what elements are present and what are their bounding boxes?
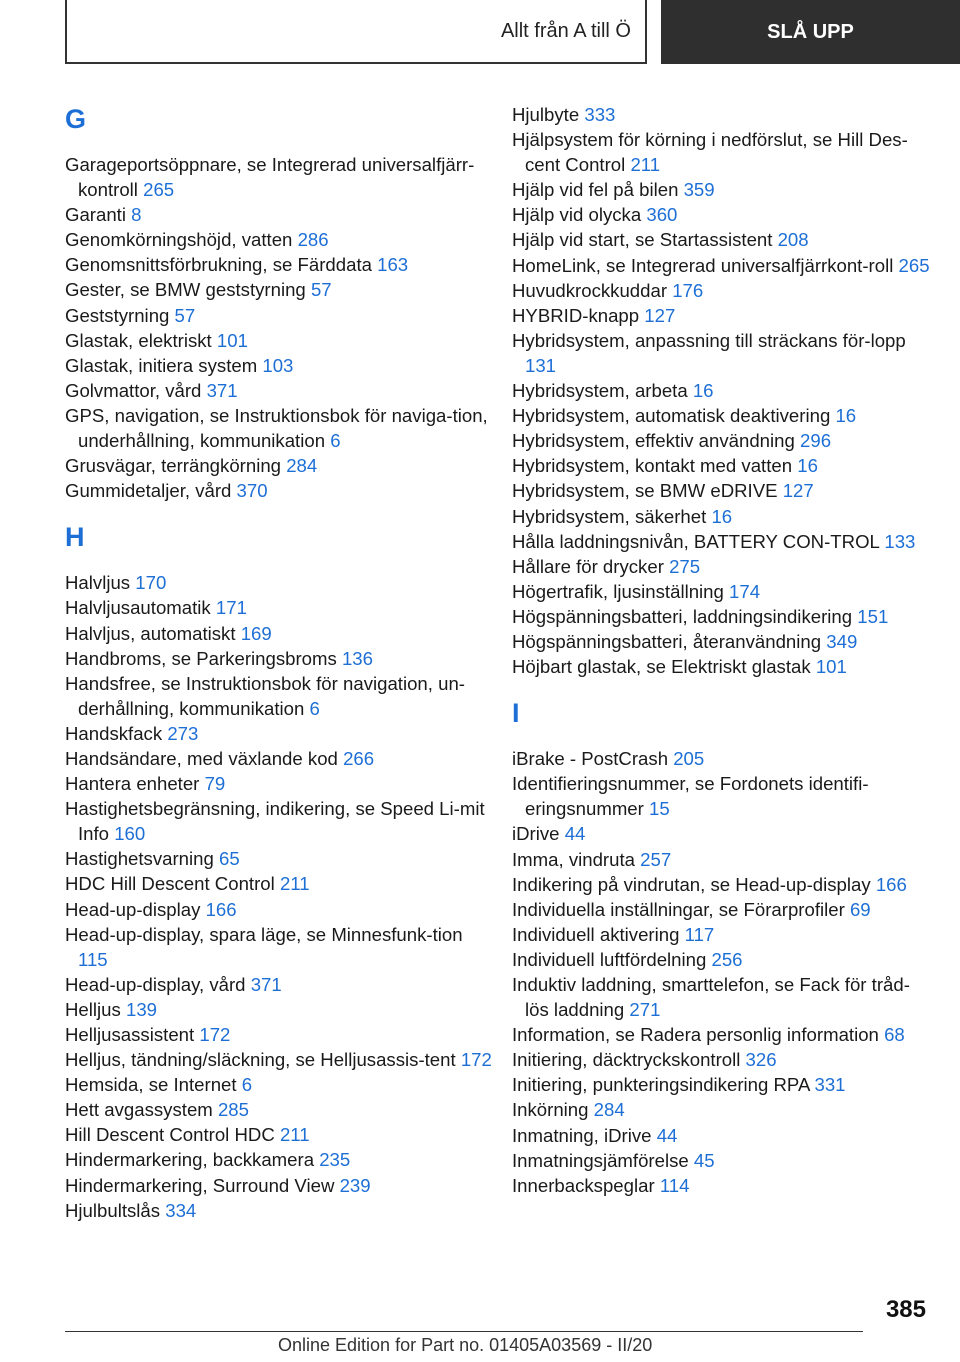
entry-text: Halvljus, automatiskt [65, 622, 236, 644]
entry-text: Golvmattor, vård [65, 379, 202, 401]
entry-text: Grusvägar, terrängkörning [65, 455, 282, 477]
index-entry [512, 378, 932, 403]
index-entry [65, 922, 495, 972]
entry-text: HYBRID-knapp [512, 304, 640, 326]
index-entry [65, 453, 495, 478]
entry-text: Individuell luftfördelning [512, 948, 707, 970]
index-entry [512, 328, 932, 378]
index-entry [65, 227, 495, 252]
entry-text: Halvljus [65, 572, 131, 594]
section-letter: I [512, 698, 520, 729]
page-link[interactable]: 57 [174, 304, 196, 326]
entry-text: Individuell aktivering [512, 923, 680, 945]
entry-text: Genomsnittsförbrukning, se Färddata [65, 254, 372, 276]
entry-text: Högertrafik, ljusinställning [512, 580, 724, 602]
index-entry [65, 202, 495, 227]
index-entry [512, 554, 932, 579]
page-link[interactable]: 16 [797, 455, 818, 477]
index-entry [65, 846, 495, 871]
entry-text: Halvljusautomatik [65, 597, 211, 619]
index-entry [65, 897, 495, 922]
index-entry [65, 721, 495, 746]
index-entry [512, 177, 932, 202]
entry-text: Högspänningsbatteri, återanvändning [512, 630, 822, 652]
index-list [65, 570, 495, 1222]
entry-text: Glastak, initiera system [65, 354, 258, 376]
entry-text: Hindermarkering, backkamera [65, 1149, 315, 1171]
index-entry [512, 1148, 932, 1173]
index-entry [512, 1072, 932, 1097]
page-link[interactable]: 101 [216, 329, 248, 351]
index-entry [65, 1072, 495, 1097]
page-link[interactable]: 166 [875, 873, 907, 895]
entry-text: Inkörning [512, 1099, 589, 1121]
index-entry [512, 253, 932, 278]
index-entry [512, 654, 932, 679]
index-entry [512, 897, 932, 922]
page-link[interactable]: 172 [199, 1024, 231, 1045]
page-link[interactable]: 57 [310, 279, 332, 301]
entry-text: Garanti [65, 204, 126, 226]
page-link[interactable]: 333 [584, 104, 616, 125]
index-entry [65, 478, 495, 503]
index-entry [512, 453, 932, 478]
page-link[interactable]: 44 [564, 823, 586, 845]
entry-text: Hjälp vid fel på bilen [512, 179, 679, 201]
index-entry [65, 303, 495, 328]
index-entry [512, 922, 932, 947]
page-link[interactable]: 115 [78, 948, 108, 970]
page-link[interactable]: 131 [525, 354, 557, 376]
index-entry [512, 746, 932, 771]
entry-text: GPS, navigation, se Instruktionsbok för naviga-tion, underhållning, kommunikation [65, 404, 488, 452]
index-entry [512, 102, 932, 127]
page-link[interactable]: 69 [849, 898, 871, 920]
page-link[interactable]: 275 [669, 555, 701, 577]
page-link[interactable]: 6 [241, 1074, 253, 1096]
entry-text: Hjulbultslås [65, 1199, 161, 1221]
entry-text: Innerbackspeglar [512, 1174, 655, 1196]
entry-text: Hjälpsystem för körning i nedförslut, se Hill Des-cent Control [512, 129, 908, 176]
index-entry [65, 1198, 495, 1223]
page-link[interactable]: 208 [777, 229, 809, 251]
entry-text: Head-up-display, vård [65, 973, 246, 995]
page-number: 385 [885, 1296, 926, 1323]
entry-text: Handbroms, se Parkeringsbroms [65, 647, 337, 669]
page-link[interactable]: 16 [835, 405, 857, 427]
index-entry [512, 504, 932, 529]
entry-text: Hjälp vid start, se Startassistent [512, 229, 773, 251]
index-entry [512, 428, 932, 453]
index-entry [65, 328, 495, 353]
page-link[interactable]: 284 [286, 455, 318, 477]
page-link[interactable]: 265 [143, 179, 175, 201]
page-link[interactable]: 334 [165, 1199, 197, 1221]
page-link[interactable]: 127 [644, 304, 676, 326]
entry-text: Hållare för drycker [512, 555, 664, 577]
page-link[interactable]: 103 [262, 354, 294, 376]
entry-text: Handsändare, med växlande kod [65, 747, 338, 769]
entry-text: Hybridsystem, effektiv användning [512, 430, 795, 452]
page-link[interactable]: 127 [782, 480, 814, 502]
entry-text: Hålla laddningsnivån, BATTERY CON-TROL [512, 530, 880, 552]
index-entry [65, 152, 495, 202]
entry-text: Huvudkrockkuddar [512, 279, 668, 301]
page-link[interactable]: 45 [693, 1149, 715, 1171]
page-link[interactable]: 284 [593, 1099, 625, 1121]
page-link[interactable]: 370 [236, 480, 268, 502]
page-link[interactable]: 8 [131, 204, 142, 226]
page-link[interactable]: 211 [630, 154, 661, 176]
page-link[interactable]: 101 [815, 656, 847, 678]
page-link[interactable]: 265 [898, 254, 930, 276]
page-link[interactable]: 273 [167, 722, 199, 744]
index-entry [65, 972, 495, 997]
entry-text: Inmatningsjämförelse [512, 1149, 689, 1171]
page-link[interactable]: 151 [857, 605, 889, 627]
page-link[interactable]: 117 [684, 923, 715, 945]
page-link[interactable]: 169 [240, 622, 272, 644]
entry-text: Head-up-display, spara läge, se Minnesfunk-tion [65, 923, 463, 945]
page-link[interactable]: 371 [250, 973, 282, 995]
index-entry [512, 771, 932, 821]
index-entry [512, 529, 932, 554]
top-navigation [65, 0, 960, 64]
entry-text: Identifieringsnummer, se Fordonets identifi-eringsnummer [512, 773, 869, 820]
index-entry [512, 972, 932, 1022]
entry-text: Glastak, elektriskt [65, 329, 212, 351]
entry-text: Initiering, däcktryckskontroll [512, 1049, 741, 1071]
page-link[interactable]: 271 [629, 999, 661, 1021]
entry-text: HomeLink, se Integrerad universalfjärrkont-roll [512, 254, 894, 276]
entry-text: Hybridsystem, kontakt med vatten [512, 455, 793, 477]
index-entry [512, 872, 932, 897]
index-entry [65, 277, 495, 302]
index-entry [512, 579, 932, 604]
index-list [512, 746, 932, 1198]
page-link[interactable]: 160 [114, 823, 146, 845]
index-entry [65, 403, 495, 453]
entry-text: Hybridsystem, arbeta [512, 380, 688, 402]
entry-text: Hjälp vid olycka [512, 204, 642, 226]
page-link[interactable]: 286 [297, 229, 329, 251]
footer-text: Online Edition for Part no. 01405A03569 - II/20 [278, 1335, 653, 1355]
page-link[interactable]: 349 [826, 630, 858, 652]
page-link[interactable]: 359 [683, 179, 715, 201]
page-link[interactable]: 136 [341, 647, 373, 669]
section-letter: H [65, 522, 85, 553]
entry-text: iBrake - PostCrash [512, 748, 669, 770]
index-entry [65, 796, 495, 846]
entry-text: Initiering, punkteringsindikering RPA [512, 1074, 810, 1096]
page-link[interactable]: 16 [692, 380, 714, 402]
index-entry [65, 1047, 495, 1072]
page-link[interactable]: 139 [125, 998, 158, 1020]
entry-text: Garageportsöppnare, se Integrerad universalfjärr-kontroll [65, 154, 475, 201]
index-entry [65, 1173, 495, 1198]
index-entry [512, 821, 932, 846]
index-entry [512, 947, 932, 972]
index-entry [512, 1123, 932, 1148]
page-link[interactable]: 15 [649, 798, 670, 820]
index-column-right [512, 102, 932, 1198]
index-entry [65, 252, 495, 277]
page-link[interactable]: 211 [279, 873, 310, 895]
entry-text: Hemsida, se Internet [65, 1074, 237, 1096]
tab-look-up[interactable]: SLÅ UPP [661, 0, 960, 64]
index-entry [65, 595, 495, 620]
index-entry [65, 997, 495, 1022]
page-link[interactable]: 16 [711, 505, 733, 527]
entry-text: Imma, vindruta [512, 848, 635, 870]
index-entry [65, 378, 495, 403]
entry-text: Hastighetsbegränsning, indikering, se Speed Li-mit Info [65, 798, 485, 845]
page-link[interactable]: 331 [814, 1074, 846, 1096]
page-link[interactable]: 285 [217, 1099, 249, 1121]
index-entry [512, 202, 932, 227]
page-link[interactable]: 166 [205, 898, 237, 920]
index-entry [65, 353, 495, 378]
page-link[interactable]: 79 [204, 773, 226, 795]
index-entry [65, 671, 495, 721]
index-entry [65, 746, 495, 771]
page-link[interactable]: 266 [343, 747, 375, 769]
page-link[interactable]: 6 [330, 430, 341, 452]
page-link[interactable]: 211 [279, 1124, 310, 1146]
page-link[interactable]: 172 [460, 1049, 492, 1071]
page-link[interactable]: 257 [640, 848, 672, 870]
tab-all-a-to-o[interactable]: Allt från A till Ö [65, 0, 647, 64]
index-entry [512, 127, 932, 177]
page-link[interactable]: 163 [377, 254, 409, 276]
entry-text: iDrive [512, 823, 560, 845]
index-entry [65, 771, 495, 796]
index-entry [512, 1173, 932, 1198]
index-entry [512, 227, 932, 252]
index-entry [512, 629, 932, 654]
index-entry [512, 478, 932, 503]
index-entry [65, 871, 495, 896]
entry-text: Geststyrning [65, 304, 170, 326]
entry-text: Indikering på vindrutan, se Head-up-display [512, 873, 871, 895]
entry-text: Hybridsystem, se BMW eDRIVE [512, 480, 778, 502]
footer-divider [65, 1331, 863, 1332]
index-entry [65, 1097, 495, 1122]
entry-text: Handskfack [65, 722, 163, 744]
entry-text: HDC Hill Descent Control [65, 873, 275, 895]
entry-text: Hybridsystem, anpassning till sträckans för-lopp [512, 329, 906, 351]
entry-text: Helljus [65, 998, 121, 1020]
entry-text: Gester, se BMW geststyrning [65, 279, 306, 301]
page-link[interactable]: 256 [711, 948, 743, 970]
index-entry [512, 1097, 932, 1122]
index-entry [65, 1122, 495, 1147]
entry-text: Hantera enheter [65, 773, 200, 795]
page-link[interactable]: 65 [219, 848, 240, 870]
index-entry [65, 570, 495, 595]
entry-text: Information, se Radera personlig information [512, 1024, 879, 1046]
entry-text: Hett avgassystem [65, 1099, 213, 1121]
index-entry [65, 621, 495, 646]
page-link[interactable]: 205 [673, 748, 705, 770]
index-entry [65, 1022, 495, 1047]
page-link[interactable]: 170 [135, 572, 167, 594]
entry-text: Hjulbyte [512, 104, 580, 125]
index-entry [65, 646, 495, 671]
page-link[interactable]: 360 [646, 204, 678, 226]
page-link[interactable]: 44 [656, 1124, 678, 1146]
entry-text: Hindermarkering, Surround View [65, 1174, 335, 1196]
page-link[interactable]: 174 [729, 580, 761, 602]
index-entry [512, 847, 932, 872]
entry-text: Helljus, tändning/släckning, se Helljusassis-tent [65, 1049, 456, 1071]
index-list [65, 152, 495, 503]
index-entry [512, 1022, 932, 1047]
entry-text: Induktiv laddning, smarttelefon, se Fack för tråd-lös laddning [512, 974, 910, 1021]
entry-text: Head-up-display [65, 898, 201, 920]
page-link[interactable]: 176 [672, 279, 704, 301]
page-link[interactable]: 68 [884, 1024, 905, 1046]
index-entry [512, 278, 932, 303]
page-link[interactable]: 171 [215, 597, 247, 619]
entry-text: Hill Descent Control HDC [65, 1124, 275, 1146]
entry-text: Handsfree, se Instruktionsbok för navigation, un-derhållning, kommunikation [65, 672, 465, 719]
entry-text: Inmatning, iDrive [512, 1124, 652, 1146]
page-link[interactable]: 235 [319, 1149, 351, 1171]
page-link[interactable]: 326 [745, 1049, 777, 1071]
index-list [512, 102, 932, 679]
page-link[interactable]: 296 [800, 430, 832, 452]
page-link[interactable]: 133 [884, 530, 916, 552]
index-entry [512, 403, 932, 428]
page-link[interactable]: 371 [206, 379, 238, 401]
entry-text: Hastighetsvarning [65, 848, 214, 870]
page-link[interactable]: 239 [339, 1174, 371, 1196]
entry-text: Gummidetaljer, vård [65, 480, 232, 502]
entry-text: Höjbart glastak, se Elektriskt glastak [512, 656, 811, 678]
section-letter: G [65, 104, 87, 134]
index-entry [512, 1047, 932, 1072]
entry-text: Hybridsystem, säkerhet [512, 505, 707, 527]
entry-text: Individuella inställningar, se Förarprofiler [512, 898, 845, 920]
entry-text: Hybridsystem, automatisk deaktivering [512, 405, 831, 427]
index-column-left [65, 102, 495, 1223]
index-entry [512, 303, 932, 328]
index-entry [65, 1147, 495, 1172]
page-link[interactable]: 6 [309, 697, 320, 719]
entry-text: Genomkörningshöjd, vatten [65, 229, 293, 251]
index-entry [512, 604, 932, 629]
entry-text: Högspänningsbatteri, laddningsindikering [512, 605, 853, 627]
entry-text: Helljusassistent [65, 1024, 195, 1045]
page-link[interactable]: 114 [659, 1174, 690, 1196]
